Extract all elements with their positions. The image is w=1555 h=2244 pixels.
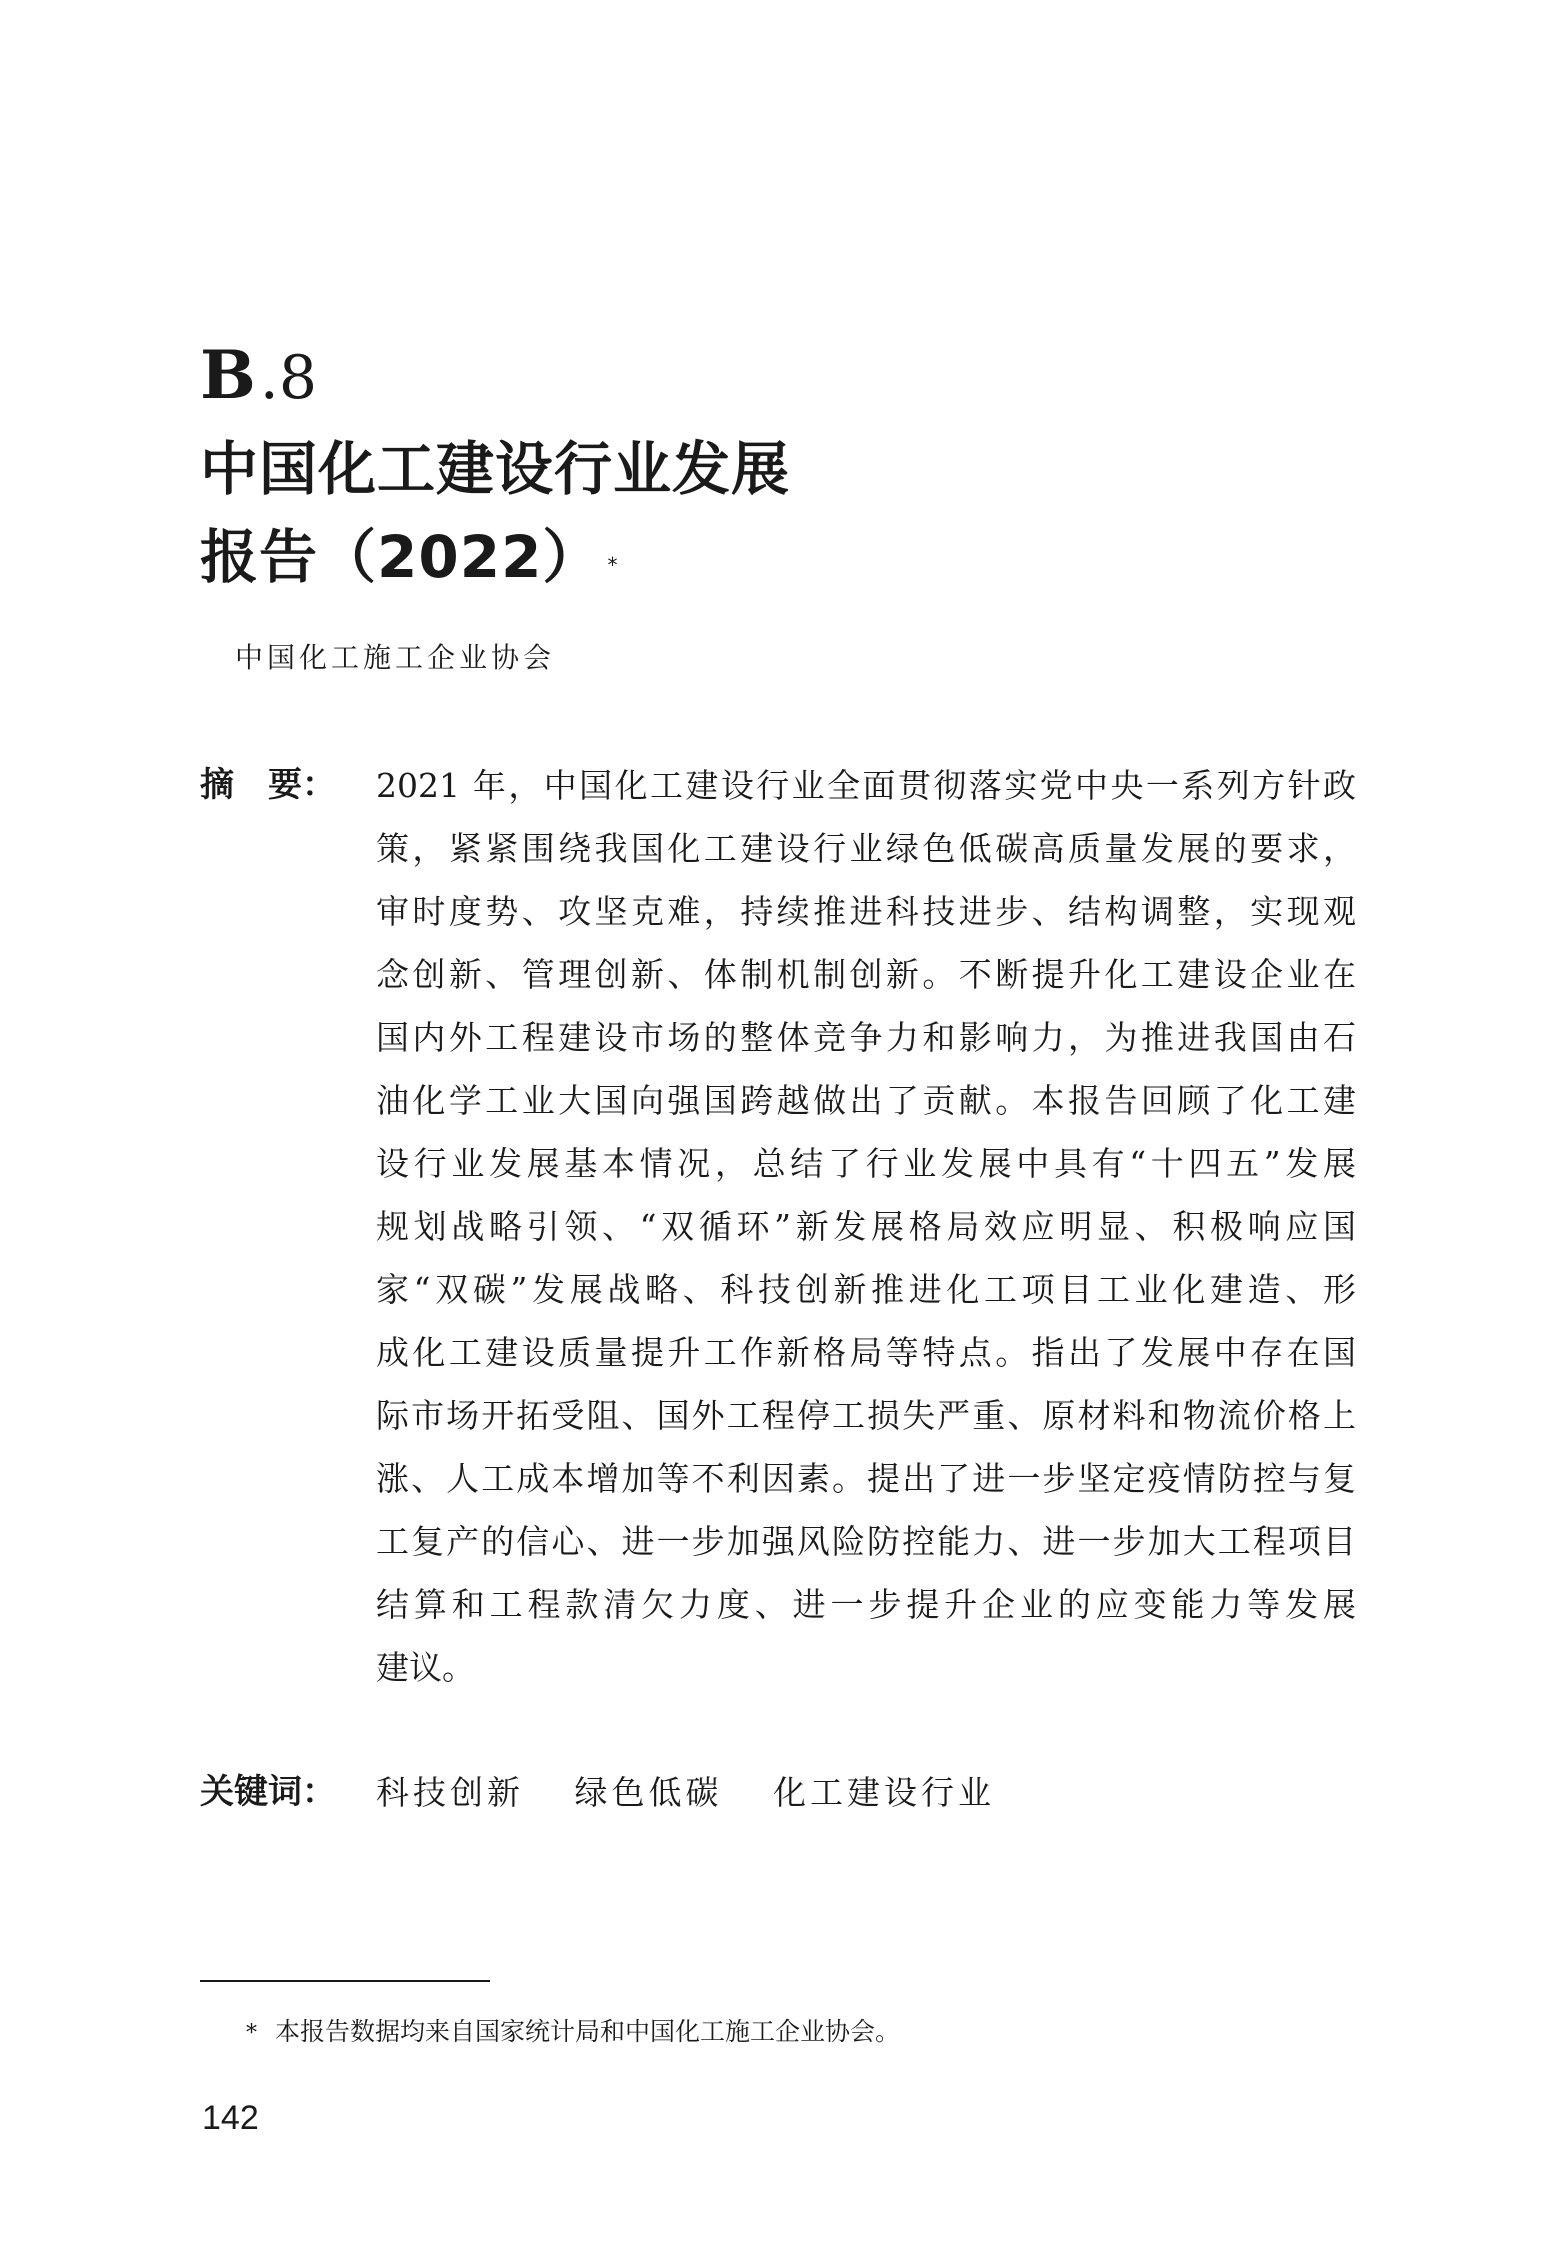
title-line-1: 中国化工建设行业发展 bbox=[200, 435, 791, 503]
abstract-line: 际市场开拓受阻、国外工程停工损失严重、原材料和物流价格上 bbox=[376, 1396, 1356, 1435]
abstract-label: 摘 要： bbox=[200, 765, 336, 805]
keyword-item: 绿色低碳 bbox=[574, 1773, 723, 1812]
chapter-number bbox=[200, 335, 317, 418]
keyword-item: 化工建设行业 bbox=[773, 1773, 995, 1812]
footnote-marker: * bbox=[246, 2021, 257, 2046]
abstract-line: 国内外工程建设市场的整体竞争力和影响力，为推进我国由石 bbox=[376, 1018, 1356, 1057]
abstract-line: 设行业发展基本情况，总结了行业发展中具有“十四五”发展 bbox=[376, 1144, 1356, 1183]
keywords-label: 关键词： bbox=[200, 1772, 336, 1812]
abstract-line: 结算和工程款清欠力度、进一步提升企业的应变能力等发展 bbox=[376, 1585, 1356, 1624]
keyword-item: 科技创新 bbox=[376, 1773, 524, 1812]
abstract-line: 审时度势、攻坚克难，持续推进科技进步、结构调整，实现观 bbox=[376, 892, 1356, 931]
abstract-line: 规划战略引领、“双循环”新发展格局效应明显、积极响应国 bbox=[376, 1207, 1356, 1246]
page-number: 142 bbox=[202, 2099, 259, 2137]
page-title bbox=[200, 425, 790, 601]
footnote-divider bbox=[200, 1980, 490, 1982]
abstract-line: 油化学工业大国向强国跨越做出了贡献。本报告回顾了化工建 bbox=[376, 1081, 1356, 1120]
chapter-letter: B bbox=[200, 336, 254, 414]
abstract-line: 建议。 bbox=[376, 1648, 475, 1687]
abstract-body bbox=[376, 754, 1356, 1699]
chapter-index: .8 bbox=[259, 343, 318, 413]
title-line-2 bbox=[200, 513, 790, 601]
abstract-line: 成化工建设质量提升工作新格局等特点。指出了发展中存在国 bbox=[376, 1333, 1356, 1372]
abstract-line: 2021 年，中国化工建设行业全面贯彻落实党中央一系列方针政 bbox=[376, 766, 1356, 805]
abstract-line: 家“双碳”发展战略、科技创新推进化工项目工业化建造、形 bbox=[376, 1270, 1356, 1309]
footnote-text: 本报告数据均来自国家统计局和中国化工施工企业协会。 bbox=[275, 2017, 901, 2046]
title-footnote-marker: * bbox=[607, 553, 619, 577]
abstract-line: 涨、人工成本增加等不利因素。提出了进一步坚定疫情防控与复 bbox=[376, 1459, 1356, 1498]
keywords-list bbox=[376, 1761, 1031, 1824]
abstract-line: 策，紧紧围绕我国化工建设行业绿色低碳高质量发展的要求， bbox=[376, 829, 1356, 868]
abstract-line: 念创新、管理创新、体制机制创新。不断提升化工建设企业在 bbox=[376, 955, 1356, 994]
abstract-line: 工复产的信心、进一步加强风险防控能力、进一步加大工程项目 bbox=[376, 1522, 1356, 1561]
footnote bbox=[246, 2012, 900, 2054]
author: 中国化工施工企业协会 bbox=[235, 641, 556, 674]
title-line-2-text: 报告（2022） bbox=[200, 523, 602, 591]
